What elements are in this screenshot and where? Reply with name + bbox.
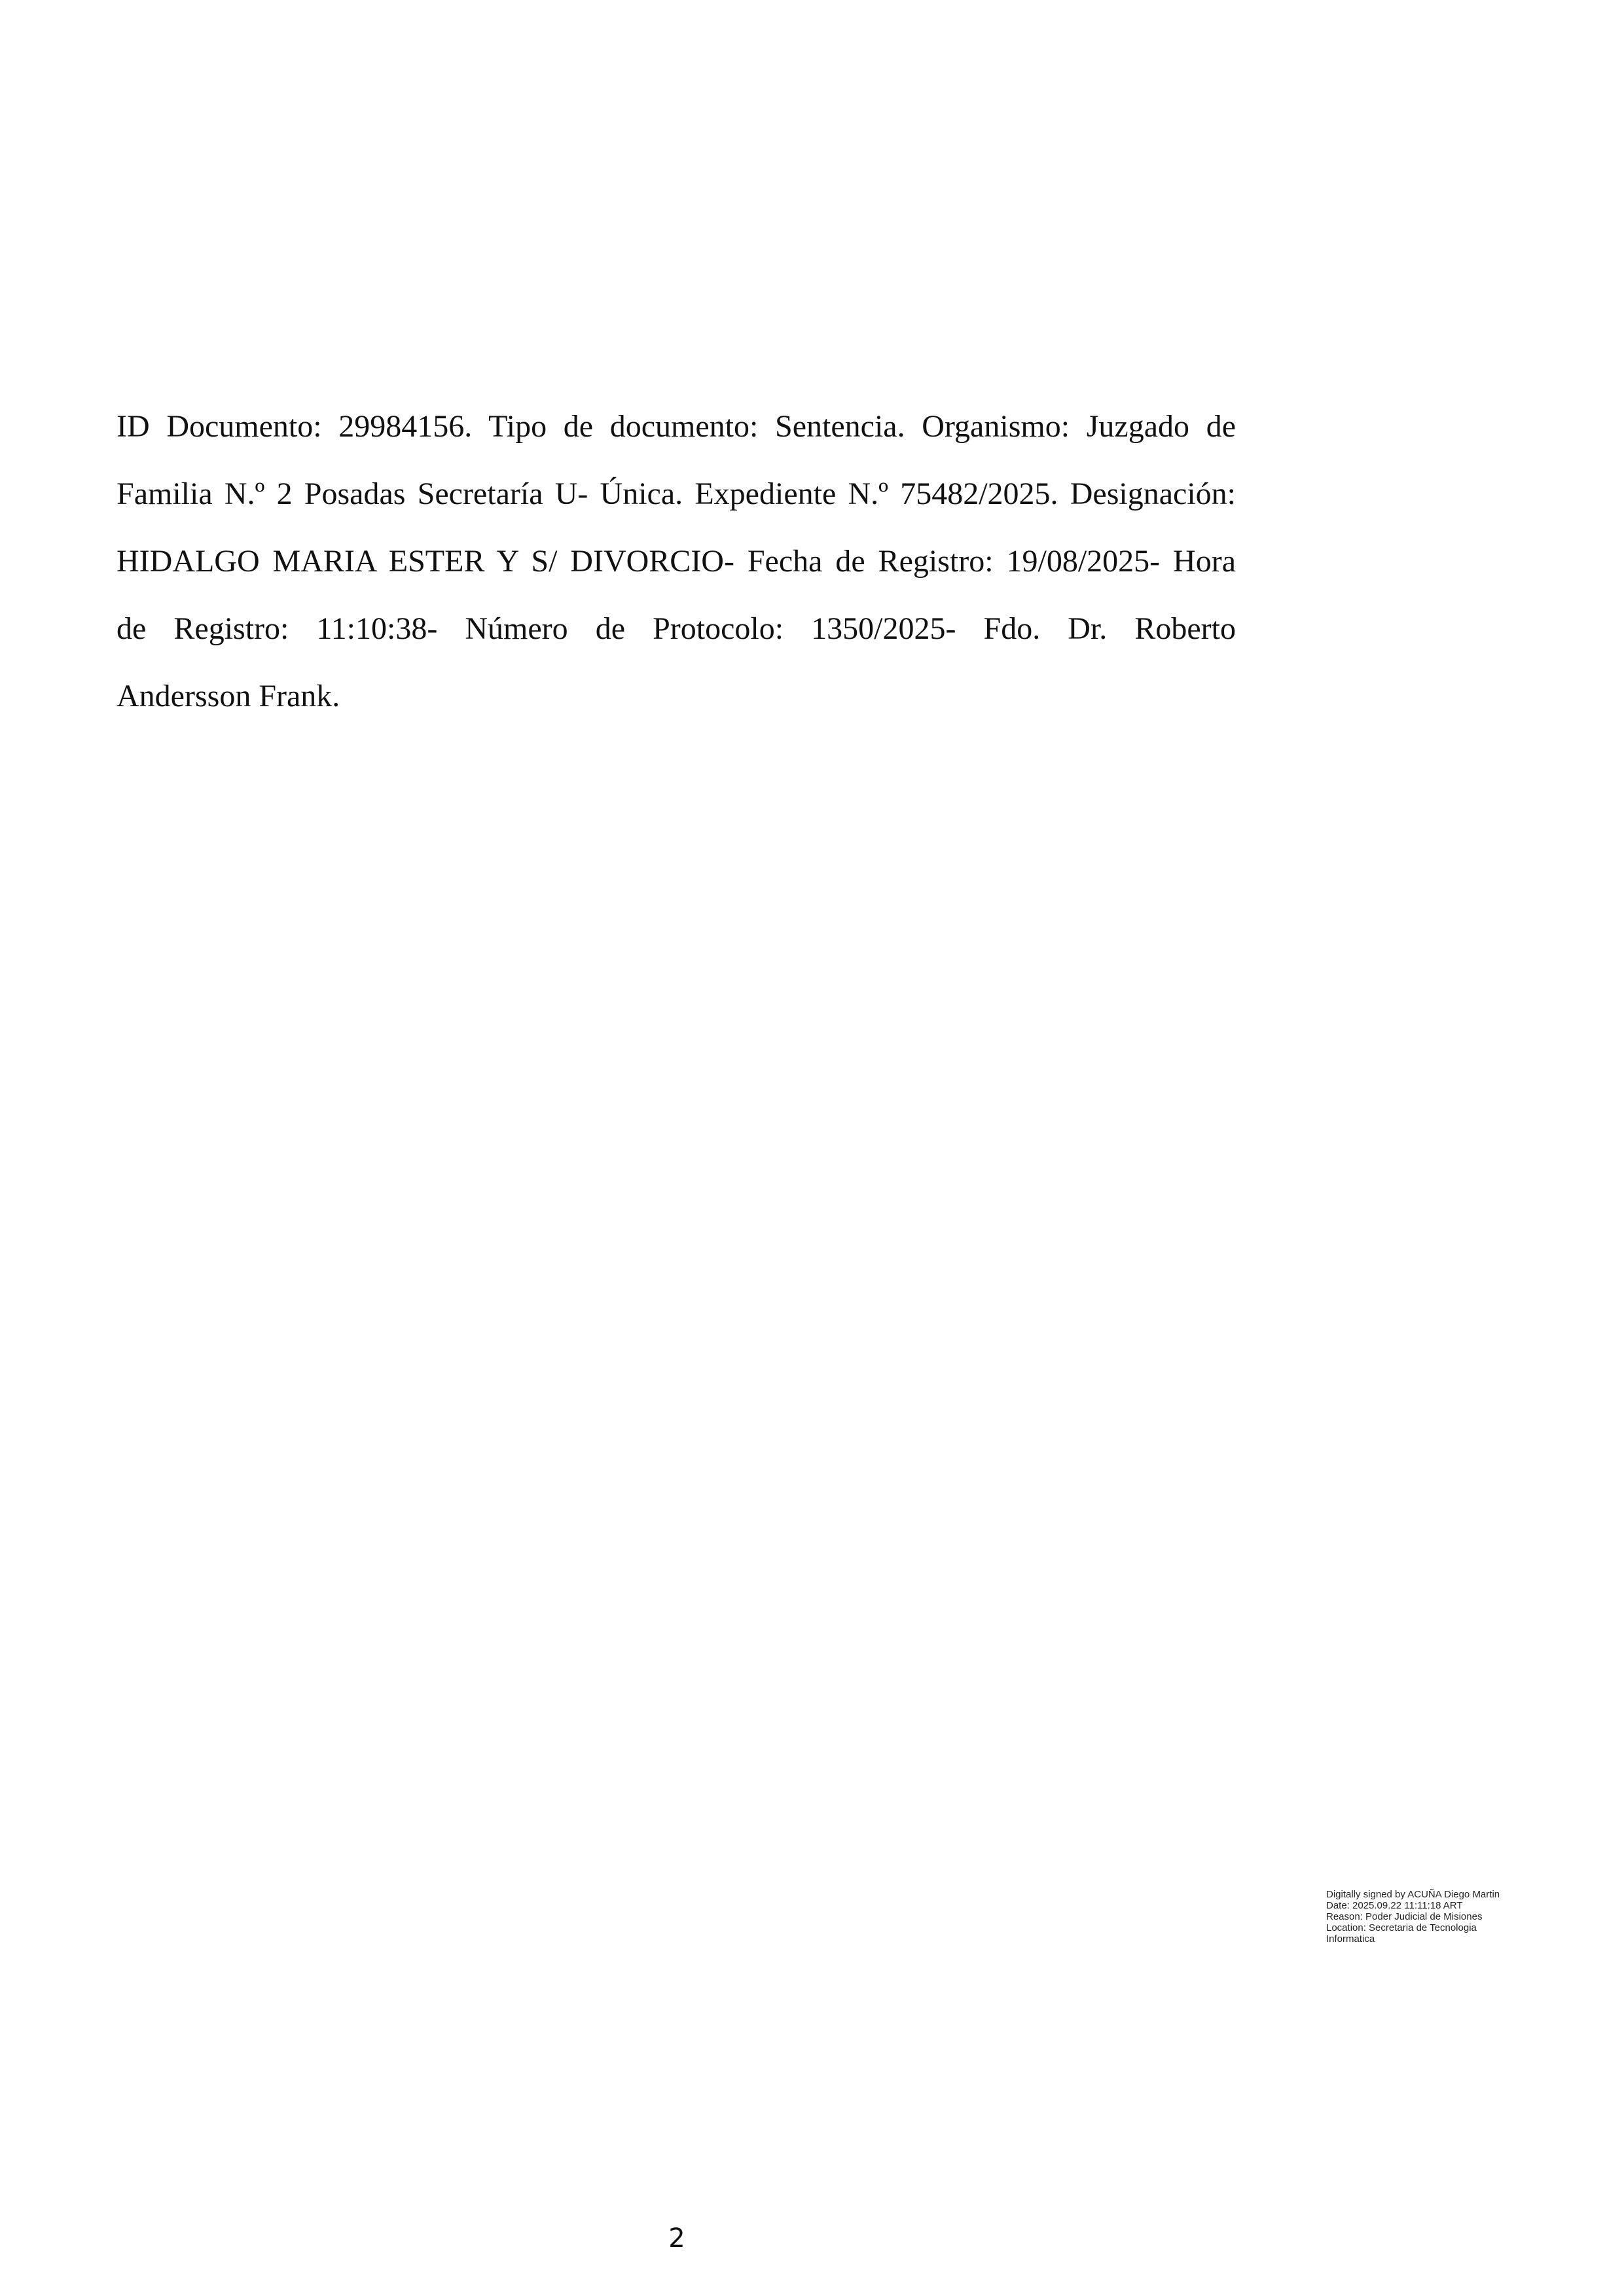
page-number: 2 bbox=[668, 2223, 685, 2253]
signature-location: Location: Secretaria de Tecnologia bbox=[1326, 1922, 1477, 1933]
document-body-paragraph bbox=[117, 393, 1236, 730]
paragraph-line: Andersson Frank. bbox=[117, 679, 340, 713]
signature-reason: Reason: Poder Judicial de Misiones bbox=[1326, 1911, 1483, 1922]
signature-signed-by: Digitally signed by ACUÑA Diego Martin bbox=[1326, 1889, 1500, 1900]
paragraph-line: HIDALGO MARIA ESTER Y S/ DIVORCIO- Fecha de Registro: 19/08/2025- Hora bbox=[117, 544, 1236, 579]
paragraph-line: Familia N.º 2 Posadas Secretaría U- Única. Expediente N.º 75482/2025. Designación: bbox=[117, 476, 1236, 511]
paragraph-line: de Registro: 11:10:38- Número de Protocolo: 1350/2025- Fdo. Dr. Roberto bbox=[117, 611, 1236, 646]
signature-location-continued: Informatica bbox=[1326, 1933, 1375, 1945]
signature-date: Date: 2025.09.22 11:11:18 ART bbox=[1326, 1900, 1463, 1911]
digital-signature-block bbox=[1326, 1889, 1562, 1945]
paragraph-line: ID Documento: 29984156. Tipo de documento: Sentencia. Organismo: Juzgado de bbox=[117, 409, 1236, 444]
